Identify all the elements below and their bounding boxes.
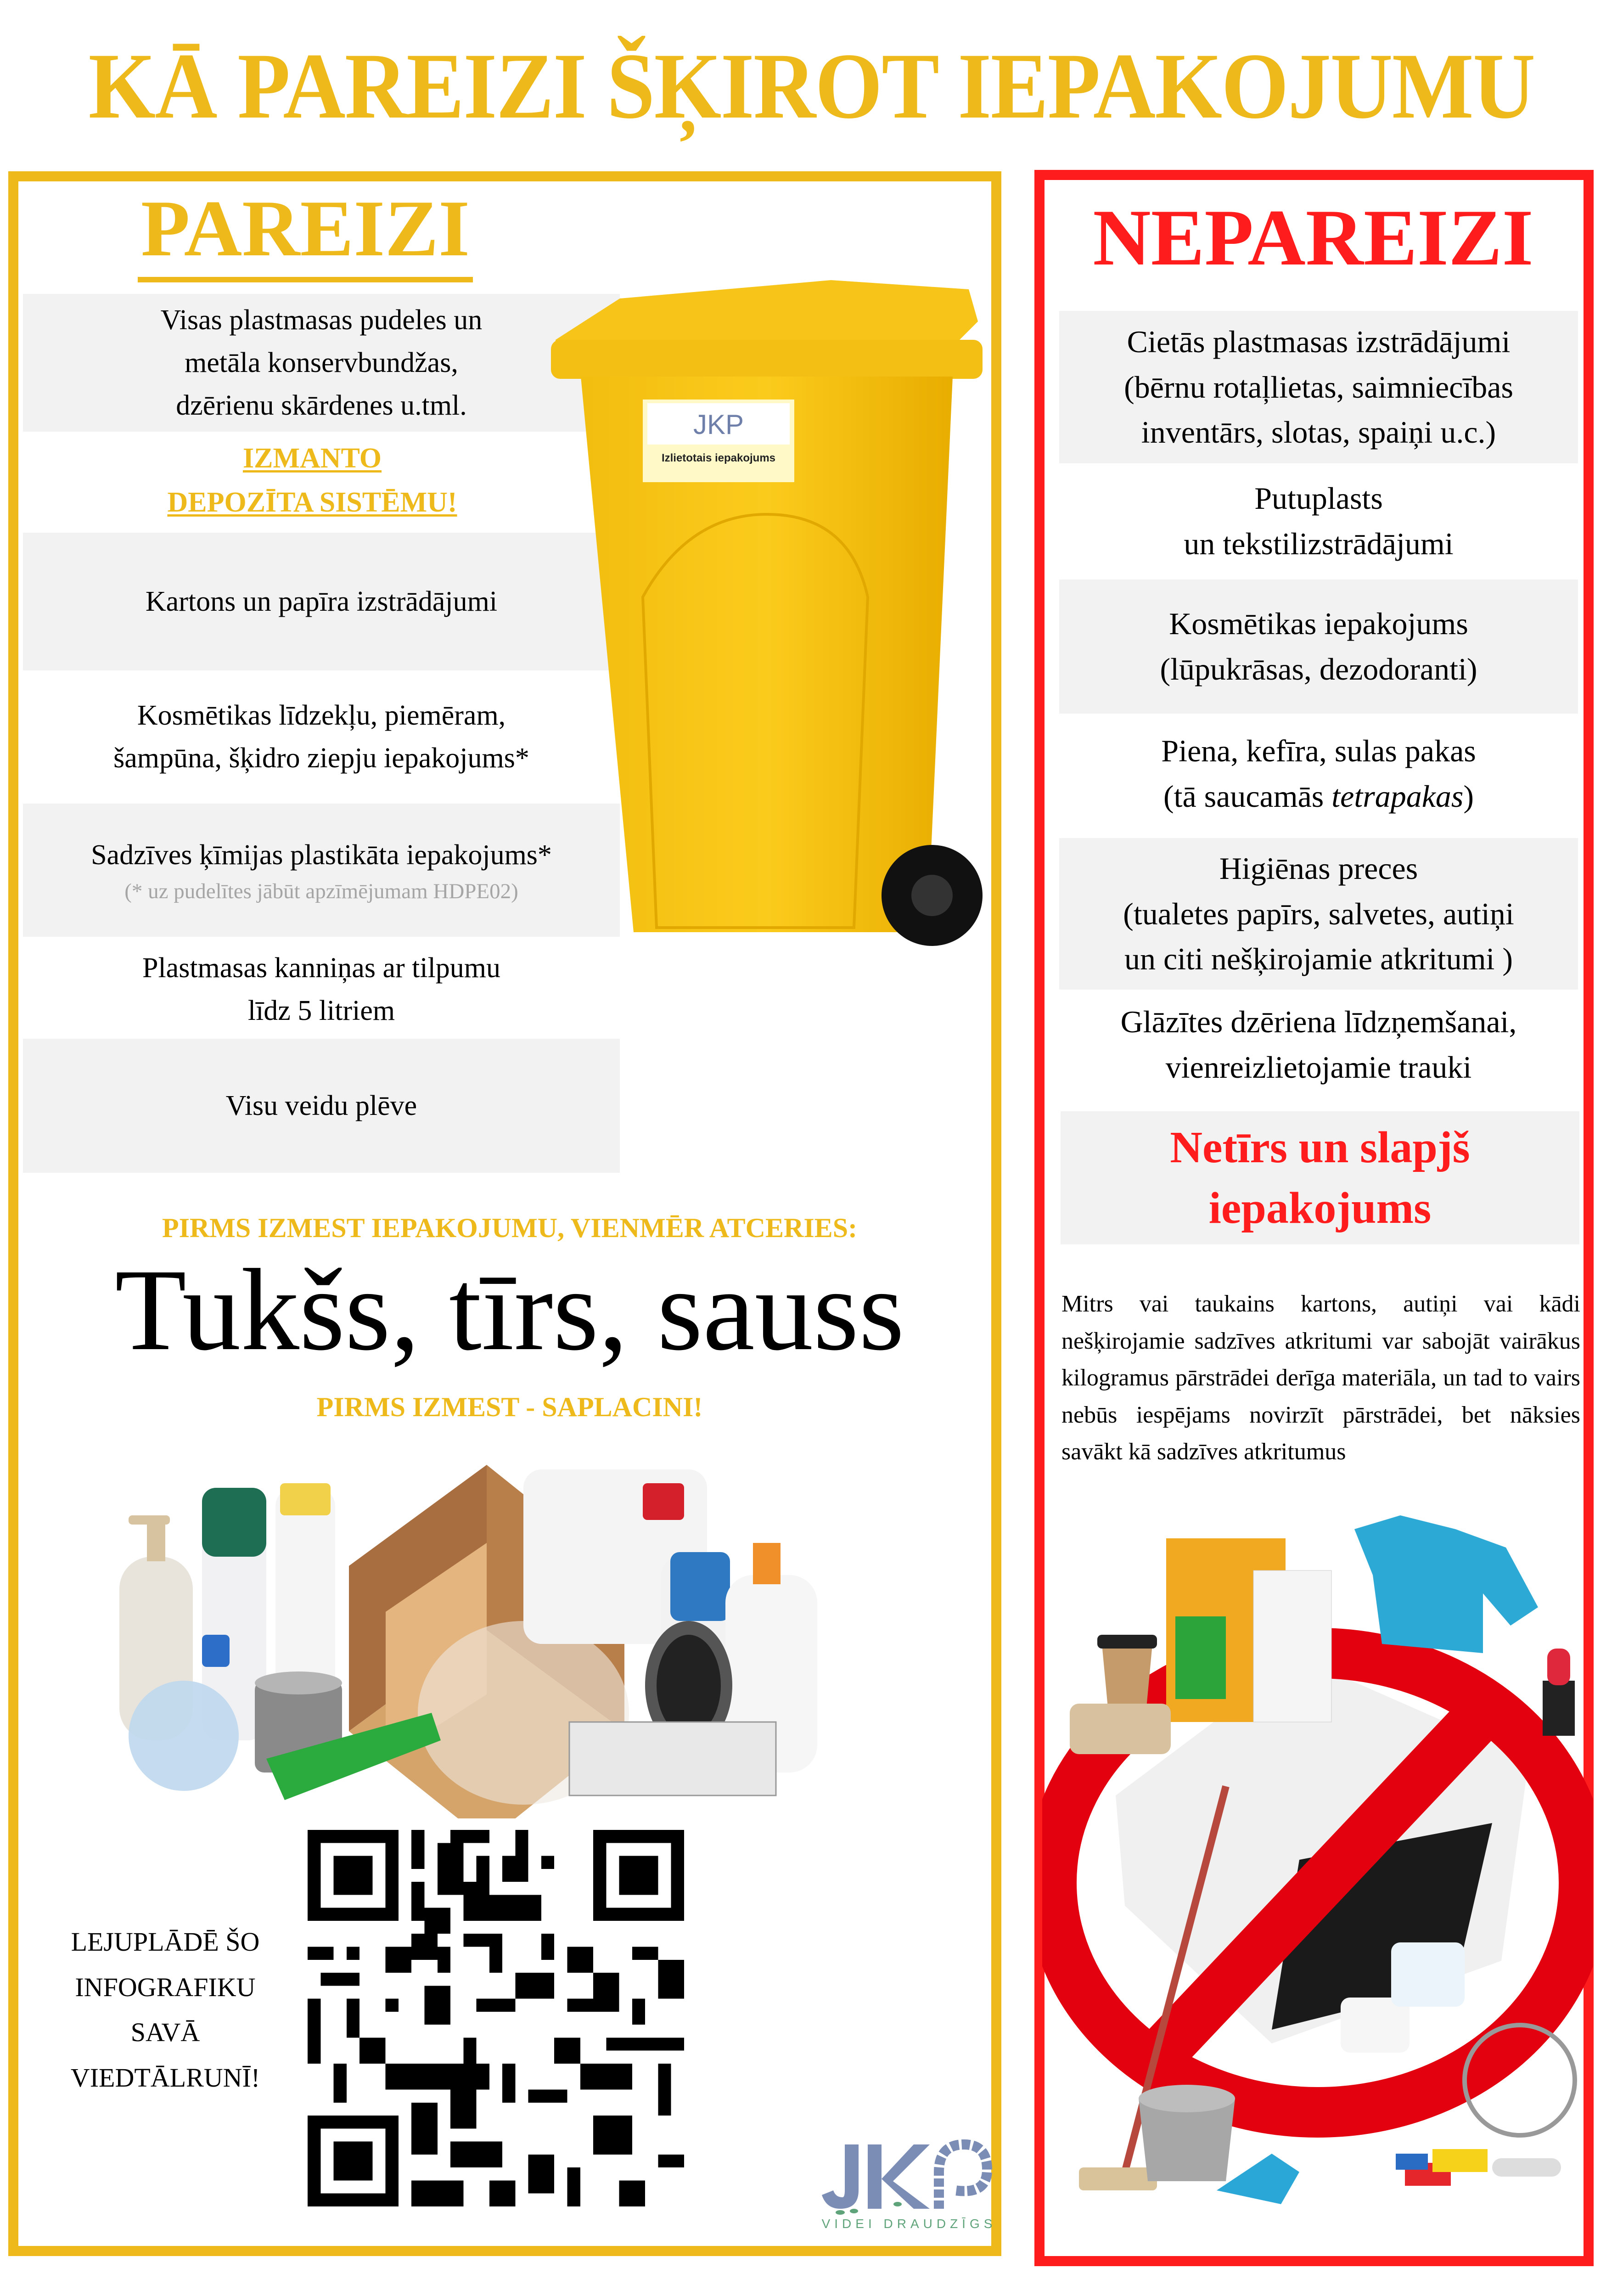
item-line: Visas plastmasas pudeles un (160, 304, 483, 336)
download-line: LEJUPLĀDĒ ŠO (71, 1927, 260, 1957)
slogan: Tukšs, tīrs, sauss (115, 1245, 904, 1375)
item-line: dzērienu skārdenes u.tml. (176, 389, 467, 421)
item-line: metāla konservbundžas, (185, 347, 458, 378)
item-line: (bērnu rotaļlietas, saimniecības (1124, 369, 1513, 405)
deposit-link-line2[interactable]: DEPOZĪTA SISTĒMU! (167, 487, 457, 518)
item-line: Cietās plastmasas izstrādājumi (1127, 324, 1511, 360)
item-line: (lūpukrāsas, dezodoranti) (1160, 652, 1477, 687)
download-line: SAVĀ (130, 2017, 200, 2048)
correct-heading: PAREIZI (138, 188, 473, 282)
incorrect-item-foam-textile (1059, 468, 1578, 574)
item-line: Kosmētikas līdzekļu, piemēram, (137, 700, 506, 731)
page-title: KĀ PAREIZI ŠĶIROT IEPAKOJUMU (88, 34, 1535, 138)
download-caption (37, 1919, 294, 2100)
item-line: Kosmētikas iepakojums (1169, 606, 1468, 642)
item-line: šampūna, šķidro ziepju iepakojums* (113, 743, 529, 774)
incorrect-item-tetrapak (1059, 721, 1578, 827)
correct-item-cardboard (23, 533, 620, 670)
correct-item-cosmetics (23, 677, 620, 797)
item-text-italic: tetrapakas (1331, 779, 1464, 814)
deposit-system-link[interactable] (60, 436, 565, 524)
warning-heading-line: Netīrs un slapjš (1170, 1122, 1470, 1172)
item-line: Putuplasts (1254, 481, 1383, 516)
item-line: Piena, kefīra, sulas pakas (1161, 733, 1476, 769)
warning-paragraph: Mitrs vai taukains kartons, autiņi vai kādi nešķirojamie sadzīves atkritumi var sabojāt vairākus kilogramus pārstrādei derīga materiāla, un tad to vairs nebūs iespējams novirzīt pārstrādei, bet nāksies savākt kā sadzīves atkritumus (1061, 1291, 1580, 1465)
item-line: Glāzītes dzēriena līdzņemšanai, (1120, 1004, 1517, 1040)
item-line: Visu veidu plēve (225, 1090, 417, 1121)
incorrect-item-hard-plastic (1059, 311, 1578, 463)
item-line: inventārs, slotas, spaiņi u.c.) (1141, 415, 1496, 450)
incorrect-item-cosmetics (1059, 580, 1578, 714)
deposit-link-line1[interactable]: IZMANTO (242, 443, 382, 474)
qr-code[interactable] (303, 1830, 689, 2206)
incorrect-heading: NEPAREIZI (1093, 193, 1533, 282)
dirty-wet-packaging-box (1061, 1111, 1579, 1244)
correct-item-film (23, 1039, 620, 1173)
item-line: un citi nešķirojamie atkritumi ) (1124, 941, 1513, 977)
jkp-logo (817, 2126, 1001, 2232)
correct-item-canisters (23, 937, 620, 1042)
warning-heading-line: iepakojums (1208, 1183, 1432, 1233)
prohibited-items-image (1042, 1502, 1593, 2255)
item-line: Plastmasas kanniņas ar tilpumu (142, 952, 501, 984)
remember-caption: PIRMS IZMEST IEPAKOJUMU, VIENMĒR ATCERIES: (162, 1213, 858, 1243)
item-line (1163, 774, 1474, 819)
yellow-bin-image (537, 276, 996, 969)
flatten-caption: PIRMS IZMEST - SAPLACINI! (316, 1392, 703, 1422)
item-text: (tā saucamās (1163, 779, 1332, 814)
item-line: vienreizlietojamie trauki (1165, 1050, 1472, 1085)
item-line: Higiēnas preces (1219, 851, 1418, 886)
download-line: VIEDTĀLRUNĪ! (70, 2062, 260, 2093)
item-line: Kartons un papīra izstrādājumi (145, 585, 498, 617)
svg-text:JKP: JKP (693, 409, 744, 440)
item-line: Sadzīves ķīmijas plastikāta iepakojums* (91, 839, 552, 871)
incorrect-item-disposable-cups (1059, 992, 1578, 1097)
hdpe-note: (* uz pudelītes jābūt apzīmējumam HDPE02) (124, 879, 518, 903)
recyclables-pile-image (110, 1437, 854, 1818)
item-line: līdz 5 litriem (247, 995, 395, 1026)
svg-text:VIDEI DRAUDZĪGS: VIDEI DRAUDZĪGS (821, 2217, 997, 2231)
download-line: INFOGRAFIKU (75, 1972, 256, 2002)
correct-item-household-chemicals (23, 804, 620, 937)
item-line: (tualetes papīrs, salvetes, autiņi (1123, 896, 1514, 931)
svg-text:Izlietotais iepakojums: Izlietotais iepakojums (661, 452, 776, 464)
item-text: ) (1463, 779, 1474, 814)
incorrect-item-hygiene (1059, 838, 1578, 990)
correct-item-bottles (23, 294, 620, 432)
item-line: un tekstilizstrādājumi (1184, 526, 1454, 561)
